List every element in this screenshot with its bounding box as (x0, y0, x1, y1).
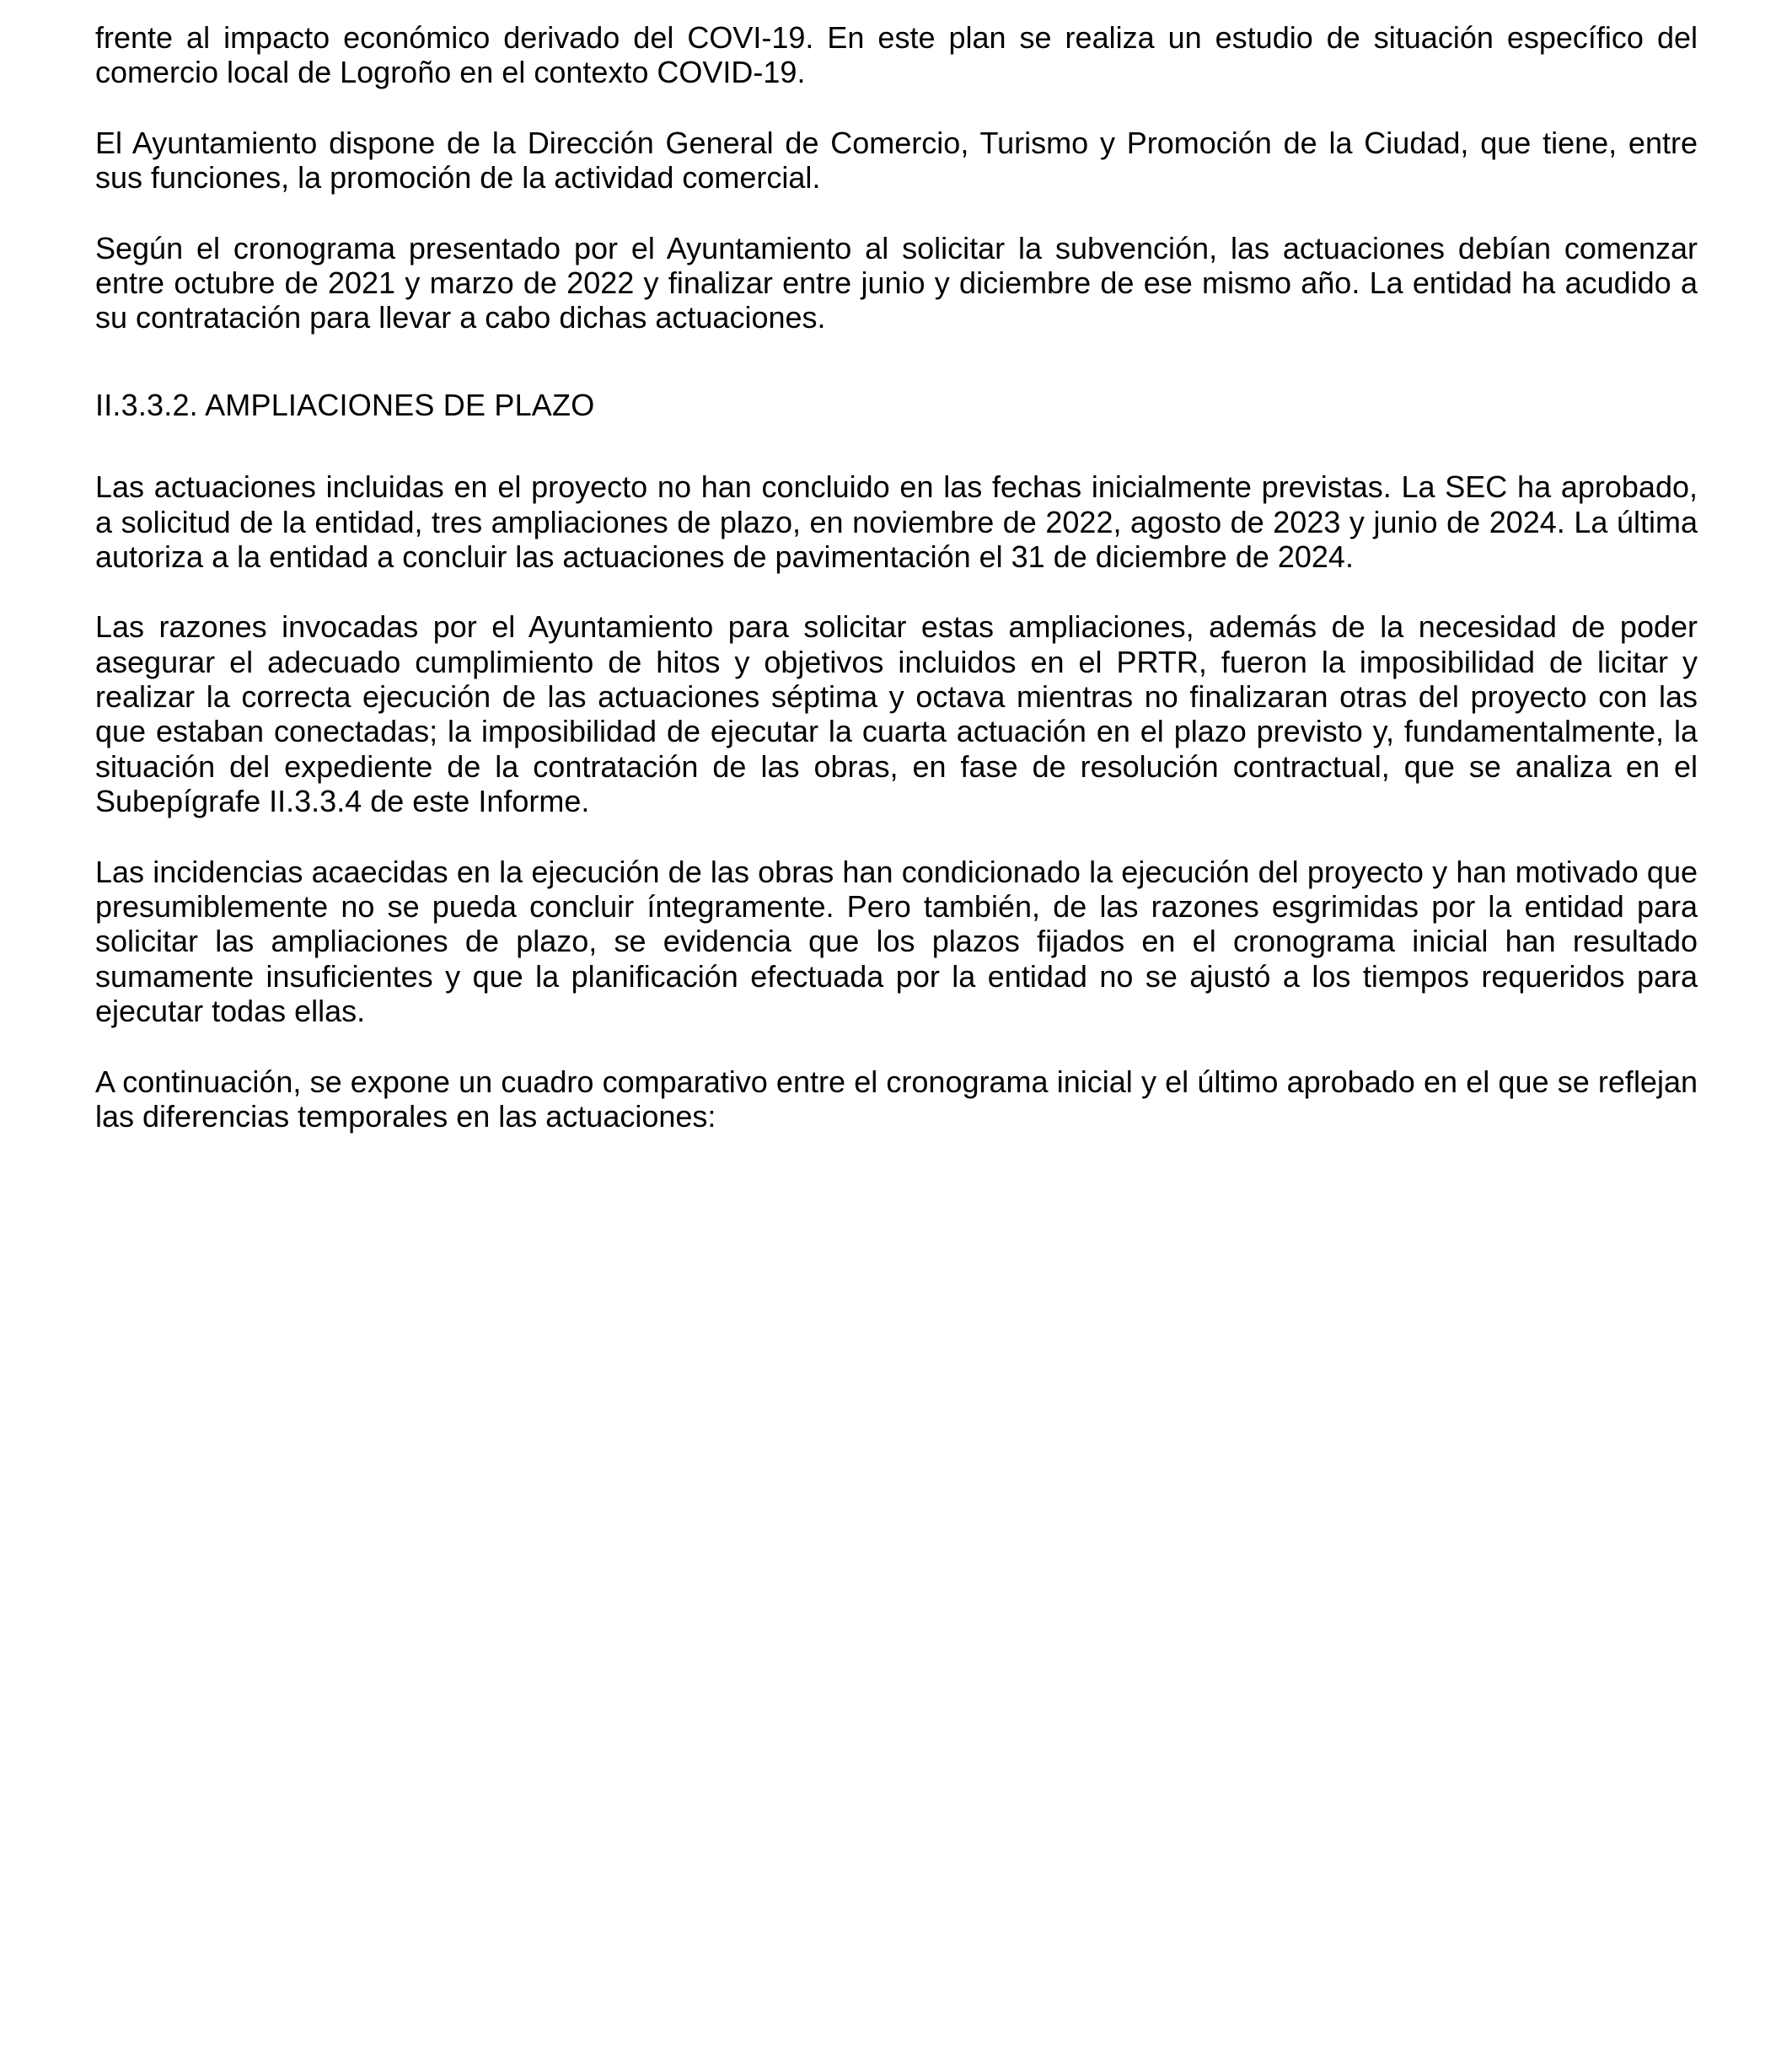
paragraph-tres-ampliaciones: Las actuaciones incluidas en el proyecto no han concluido en las fechas inicialmente previstas. La SEC ha aprobado, a solicitud de la entidad, tres ampliaciones de plazo, en noviembre de 2022, agosto de 2023 y junio de 2024. La última autoriza a la entidad a concluir las actuaciones de pavimentación el 31 de diciembre de 2024. (95, 469, 1698, 574)
paragraph-cuadro-comparativo-intro: A continuación, se expone un cuadro comparativo entre el cronograma inicial y el último aprobado en el que se reflejan las diferencias temporales en las actuaciones: (95, 1064, 1698, 1134)
paragraph-razones-invocadas: Las razones invocadas por el Ayuntamiento para solicitar estas ampliaciones, además de la necesidad de poder asegurar el adecuado cumplimiento de hitos y objetivos incluidos en el PRTR, fueron la imposibilidad de licitar y realizar la correcta ejecución de las actuaciones séptima y octava mientras no finalizaran otras del proyecto con las que estaban conectadas; la imposibilidad de ejecutar la cuarta actuación en el plazo previsto y, fundamentalmente, la situación del expediente de la contratación de las obras, en fase de resolución contractual, que se analiza en el Subepígrafe II.3.3.4 de este Informe. (95, 609, 1698, 819)
paragraph-incidencias-ejecucion: Las incidencias acaecidas en la ejecución de las obras han condicionado la ejecución del proyecto y han motivado que presumiblemente no se pueda concluir íntegramente. Pero también, de las razones esgrimidas por la entidad para solicitar las ampliaciones de plazo, se evidencia que los plazos fijados en el cronograma inicial han resultado sumamente insuficientes y que la planificación efectuada por la entidad no se ajustó a los tiempos requeridos para ejecutar todas ellas. (95, 854, 1698, 1029)
paragraph-direccion-general-comercio: El Ayuntamiento dispone de la Dirección General de Comercio, Turismo y Promoción de la Ciudad, que tiene, entre sus funciones, la promoción de la actividad comercial. (95, 125, 1698, 196)
paragraph-covid-plan-intro: frente al impacto económico derivado del COVI-19. En este plan se realiza un estudio de situación específico del comercio local de Logroño en el contexto COVID-19. (95, 20, 1698, 90)
paragraph-cronograma-subvencion: Según el cronograma presentado por el Ayuntamiento al solicitar la subvención, las actuaciones debían comenzar entre octubre de 2021 y marzo de 2022 y finalizar entre junio y diciembre de ese mismo año. La entidad ha acudido a su contratación para llevar a cabo dichas actuaciones. (95, 230, 1698, 335)
section-heading-ampliaciones-de-plazo: II.3.3.2. AMPLIACIONES DE PLAZO (95, 387, 595, 422)
